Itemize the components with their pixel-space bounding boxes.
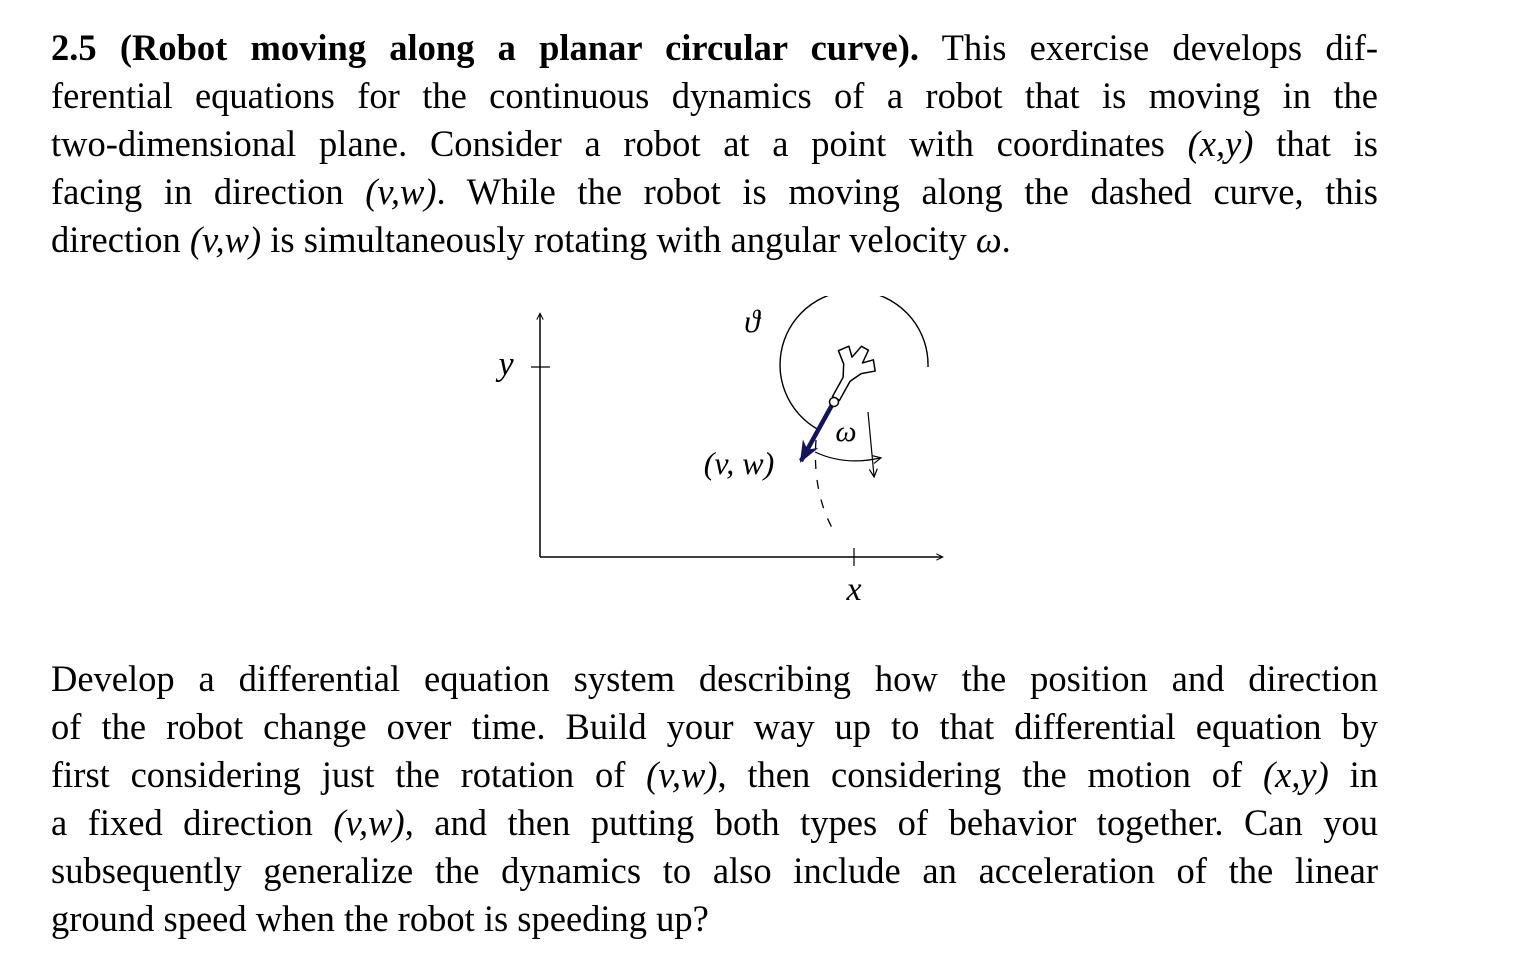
paragraph-2-line-6: ground speed when the robot is speeding up? [51,898,709,939]
paragraph-2-line-1: Develop a differential equation system describing how the position and direction [51,658,1378,699]
paragraph-1-line-5: direction (v,w) is simultaneously rotating with angular velocity ω. [51,219,1011,260]
direction-label: (v, w) [703,445,775,481]
theta-label: ϑ [744,303,760,339]
x-axis-label: x [846,571,862,608]
paragraph-1-line-1: 2.5 (Robot moving along a planar circular curve). This exercise develops dif- [51,27,1379,68]
paragraph-1-line-4: facing in direction (v,w). While the robot is moving along the dashed curve, this [51,171,1378,212]
angular-velocity-arc [815,452,880,461]
exercise-paragraph-2 [51,655,1378,943]
angular-velocity-pointer [868,412,874,476]
dashed-curve [815,440,836,535]
paragraph-2-line-2: of the robot change over time. Build your way up to that differential equation by [51,706,1378,747]
robot-motion-figure [480,296,960,616]
paragraph-2-line-3: first considering just the rotation of (v,w), then considering the motion of (x,y) in [51,754,1378,795]
exercise-paragraph-1 [51,24,1378,264]
paragraph-1-line-3: two-dimensional plane. Consider a robot at a point with coordinates (x,y) that is [51,123,1379,164]
exercise-number: 2.5 [51,27,97,68]
omega-label: ω [835,415,857,448]
y-axis-label: y [498,346,514,383]
dart-robot-icon [813,338,882,417]
paragraph-2-line-5: subsequently generalize the dynamics to also include an acceleration of the linear [51,850,1378,891]
paragraph-1-line-2: ferential equations for the continuous dynamics of a robot that is moving in the [51,75,1378,116]
paragraph-2-line-4: a fixed direction (v,w), and then putting both types of behavior together. Can you [51,802,1378,843]
exercise-title: (Robot moving along a planar circular curve). [119,27,920,68]
